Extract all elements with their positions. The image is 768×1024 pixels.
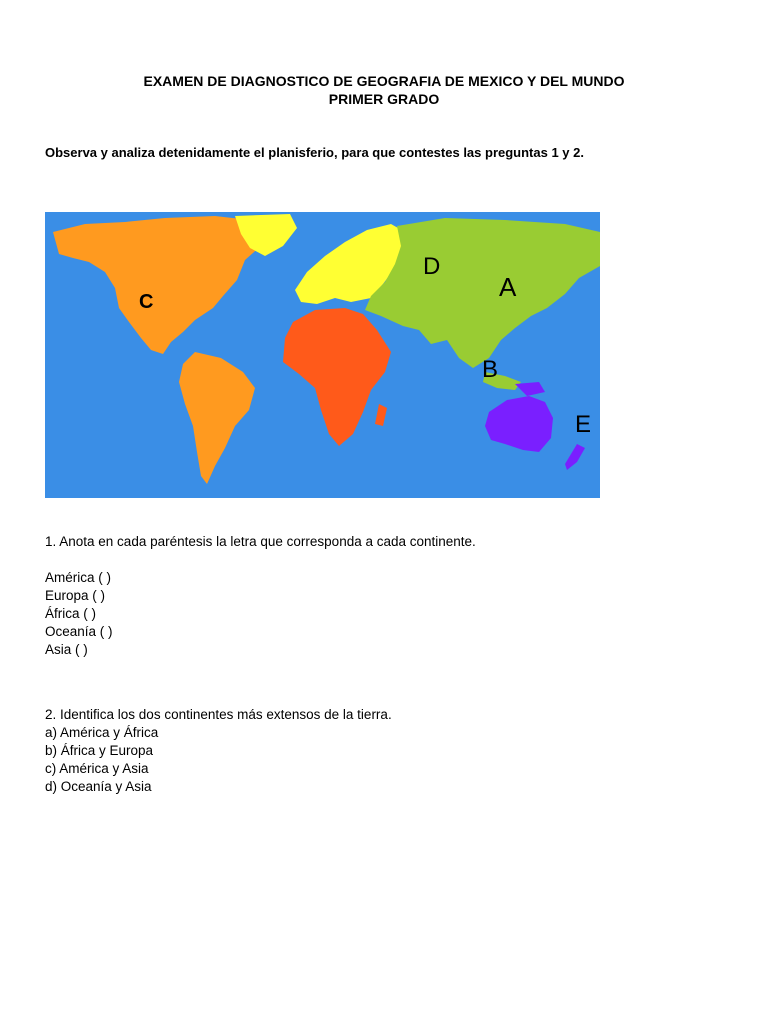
instruction-text: Observa y analiza detenidamente el planisferio, para que contestes las preguntas 1 y 2. [45, 145, 584, 160]
world-map [45, 212, 600, 498]
map-label-a: A [499, 272, 517, 302]
map-label-c: C [139, 291, 154, 313]
exam-title [0, 72, 768, 108]
question-2-option-a: a) América y África [45, 725, 159, 740]
map-label-b: B [482, 356, 499, 383]
title-line-1: EXAMEN DE DIAGNOSTICO DE GEOGRAFIA DE MEXICO Y DEL MUNDO [143, 73, 625, 89]
question-2-prompt: 2. Identifica los dos continentes más extensos de la tierra. [45, 707, 392, 722]
question-2 [45, 706, 725, 796]
title-line-2: PRIMER GRADO [328, 91, 440, 107]
question-2-option-d: d) Oceanía y Asia [45, 779, 152, 794]
question-1-item-africa: África ( ) [45, 606, 97, 621]
question-1-item-asia: Asia ( ) [45, 642, 88, 657]
question-1-item-oceania: Oceanía ( ) [45, 624, 113, 639]
question-2-option-c: c) América y Asia [45, 761, 149, 776]
map-label-e: E [575, 411, 592, 438]
question-2-option-b: b) África y Europa [45, 743, 154, 758]
question-1-prompt: 1. Anota en cada paréntesis la letra que corresponda a cada continente. [45, 534, 476, 549]
question-1-item-america: América ( ) [45, 570, 112, 585]
question-1 [45, 533, 725, 659]
map-label-d: D [423, 253, 441, 280]
question-1-item-europa: Europa ( ) [45, 588, 106, 603]
world-map-svg [45, 212, 600, 498]
